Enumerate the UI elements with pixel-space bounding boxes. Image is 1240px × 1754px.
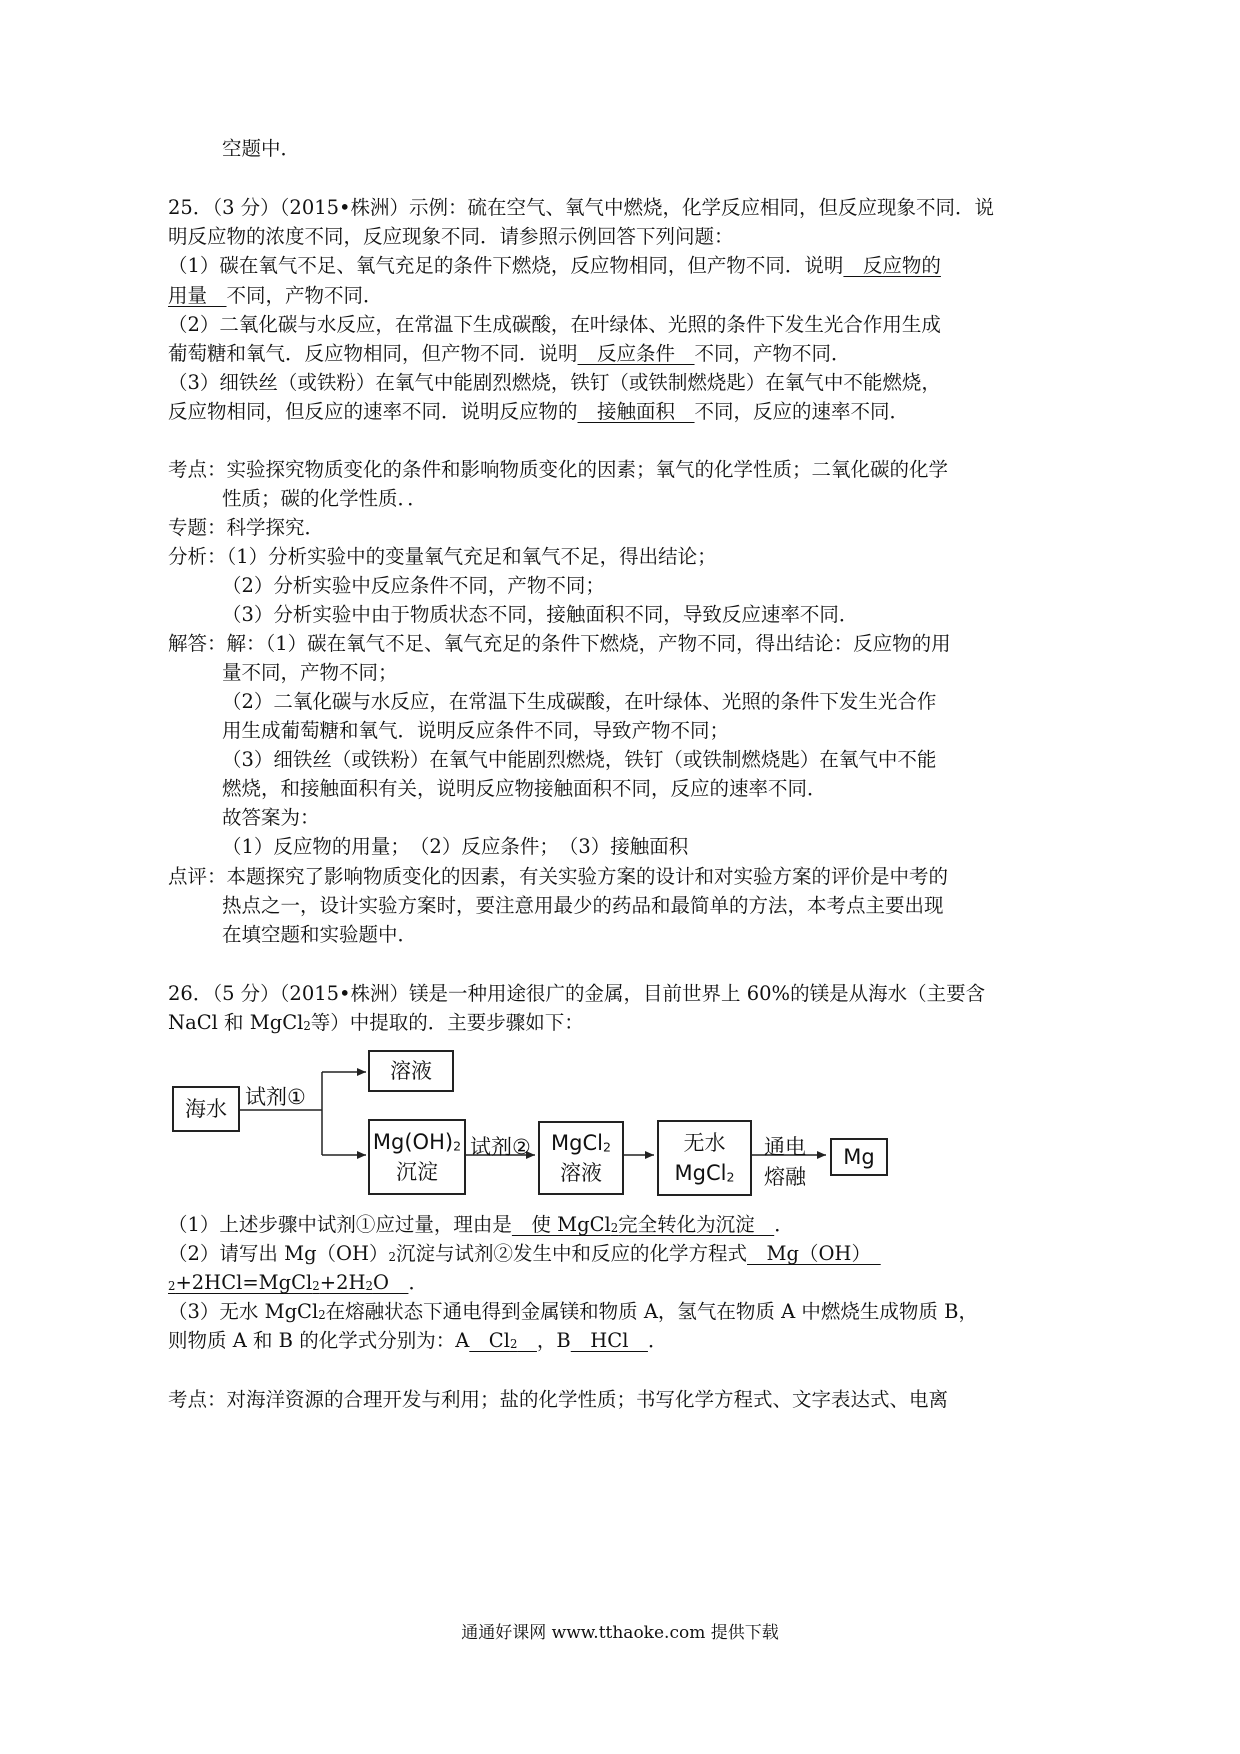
box-mgcl2-solution	[538, 1121, 624, 1195]
answer-blank: Mg（OH）	[747, 1242, 881, 1265]
question-25-part2: （2）二氧化碳与水反应，在常温下生成碳酸，在叶绿体、光照的条件下发生光合作用生成	[168, 313, 941, 336]
box-label: 溶液	[560, 1161, 602, 1185]
solution: （3）细铁丝（或铁粉）在氧气中能剧烈燃烧，铁钉（或铁制燃烧匙）在氧气中不能	[222, 748, 937, 771]
box-label: 海水	[185, 1097, 227, 1121]
subscript: 2	[318, 1308, 326, 1323]
box-solution	[368, 1050, 454, 1092]
answer-blank: $Cl_2$	[469, 1329, 518, 1352]
comment: 在填空题和实验题中．	[222, 923, 418, 946]
label-reagent2: 试剂②	[470, 1135, 531, 1159]
solution: 量不同，产物不同；	[222, 661, 398, 684]
box-label: 无水	[683, 1131, 726, 1155]
text: 反应物相同，但反应的速率不同．说明反应物的	[168, 400, 578, 423]
topic: 专题：科学探究．	[168, 516, 325, 539]
question-25-stem: 明反应物的浓度不同，反应现象不同．请参照示例回答下列问题：	[168, 225, 734, 248]
solution: 用生成葡萄糖和氧气．说明反应条件不同，导致产物不同；	[222, 719, 730, 742]
box-label: $Mg(OH)_2$	[372, 1130, 462, 1154]
analysis: 分析：（1）分析实验中的变量氧气充足和氧气不足，得出结论；	[168, 545, 717, 568]
box-mgoh2-precipitate	[368, 1119, 466, 1195]
comment: 热点之一，设计实验方案时，要注意用最少的药品和最简单的方法，本考点主要出现	[222, 894, 944, 917]
analysis: （2）分析实验中反应条件不同，产物不同；	[222, 574, 605, 597]
text: 在熔融状态下通电得到金属镁和物质 A，氢气在物质 A 中燃烧生成物质 B，	[325, 1300, 978, 1323]
question-26-part3	[168, 1326, 667, 1356]
solution: 故答案为：	[222, 806, 320, 829]
analysis: （3）分析实验中由于物质状态不同，接触面积不同，导致反应速率不同．	[222, 603, 859, 626]
subscript: 2	[388, 1250, 396, 1265]
text: （1）碳在氧气不足、氧气充足的条件下燃烧，反应物相同，但产物不同．说明	[168, 254, 844, 277]
text: （1）上述步骤中试剂①应过量，理由是	[168, 1213, 512, 1236]
box-seawater	[172, 1086, 240, 1132]
answer-blank: 反应物的	[843, 254, 941, 277]
text: 沉淀与试剂②发生中和反应的化学方程式	[395, 1242, 747, 1265]
question-26-part1	[168, 1210, 794, 1240]
solution: 燃烧，和接触面积有关，说明反应物接触面积不同，反应的速率不同．	[222, 777, 827, 800]
text: 则物质 A 和 B 的化学式分别为：A	[168, 1329, 470, 1352]
question-26-part2	[168, 1239, 881, 1269]
text: 不同，产物不同．	[226, 284, 383, 307]
text: ．	[774, 1213, 794, 1236]
knowledge-point: 考点：实验探究物质变化的条件和影响物质变化的因素；氧气的化学性质；二氧化碳的化学	[168, 458, 949, 481]
label-reagent1: 试剂①	[245, 1085, 306, 1109]
comment: 点评：本题探究了影响物质变化的因素，有关实验方案的设计和对实验方案的评价是中考的	[168, 865, 949, 888]
text: 等）中提取的．主要步骤如下：	[310, 1011, 584, 1034]
knowledge-point: 性质；碳的化学性质．．	[222, 487, 427, 510]
text: NaCl 和 MgCl	[168, 1011, 304, 1034]
solution: （2）二氧化碳与水反应，在常温下生成碳酸，在叶绿体、光照的条件下发生光合作	[222, 690, 937, 713]
knowledge-point: 考点：对海洋资源的合理开发与利用；盐的化学性质；书写化学方程式、文字表达式、电离	[168, 1388, 949, 1411]
text: 葡萄糖和氧气．反应物相同，但产物不同．说明	[168, 342, 578, 365]
solution: 解答：解：（1）碳在氧气不足、氧气充足的条件下燃烧，产物不同，得出结论：反应物的用	[168, 632, 951, 655]
box-label: 溶液	[390, 1059, 432, 1083]
text: ．	[647, 1329, 668, 1352]
box-mg	[830, 1138, 888, 1176]
box-anhydrous-mgcl2	[657, 1120, 752, 1196]
question-25-stem: 25．（3 分）（2015•株洲）示例：硫在空气、氧气中燃烧，化学反应相同，但反应现象不同．说	[168, 196, 995, 219]
answer-blank: 反应条件	[577, 342, 695, 365]
text: 不同，产物不同．	[694, 342, 851, 365]
answer-blank: 接触面积	[577, 400, 695, 423]
text: （3）无水 MgCl	[168, 1300, 319, 1323]
solution: （1）反应物的用量； （2）反应条件； （3）接触面积	[222, 835, 689, 858]
box-label: Mg	[843, 1145, 875, 1169]
answer-blank: 使 MgCl$_2$完全转化为沉淀	[511, 1213, 775, 1236]
question-26-part2	[168, 1268, 428, 1298]
question-26-stem: 26．（5 分）（2015•株洲）镁是一种用途很广的金属，目前世界上 60%的镁是从海水（主要含	[168, 982, 986, 1005]
text: （2）请写出 Mg（OH）	[168, 1242, 389, 1265]
subscript: 2	[303, 1019, 311, 1034]
answer-blank: HCl	[570, 1329, 648, 1352]
text-line: 空题中．	[222, 137, 301, 160]
label-electrolysis: 通电	[764, 1135, 806, 1159]
question-26-part3	[168, 1297, 978, 1327]
box-label: 沉淀	[396, 1160, 438, 1184]
page-footer: 通通好课网 www.tthaoke.com 提供下载	[461, 1623, 779, 1643]
answer-blank: $_2+2HCl=MgCl_2+2H_2O$	[168, 1271, 409, 1294]
text: ．	[408, 1271, 428, 1294]
text: 不同，反应的速率不同．	[694, 400, 910, 423]
text: ，B	[536, 1329, 571, 1352]
label-molten: 熔融	[764, 1165, 806, 1189]
question-25-part3: （3）细铁丝（或铁粉）在氧气中能剧烈燃烧，铁钉（或铁制燃烧匙）在氧气中不能燃烧，	[168, 371, 941, 394]
answer-blank: 用量	[168, 284, 227, 307]
box-label: MgCl$_2$	[551, 1131, 611, 1155]
box-label: MgCl$_2$	[674, 1161, 735, 1185]
